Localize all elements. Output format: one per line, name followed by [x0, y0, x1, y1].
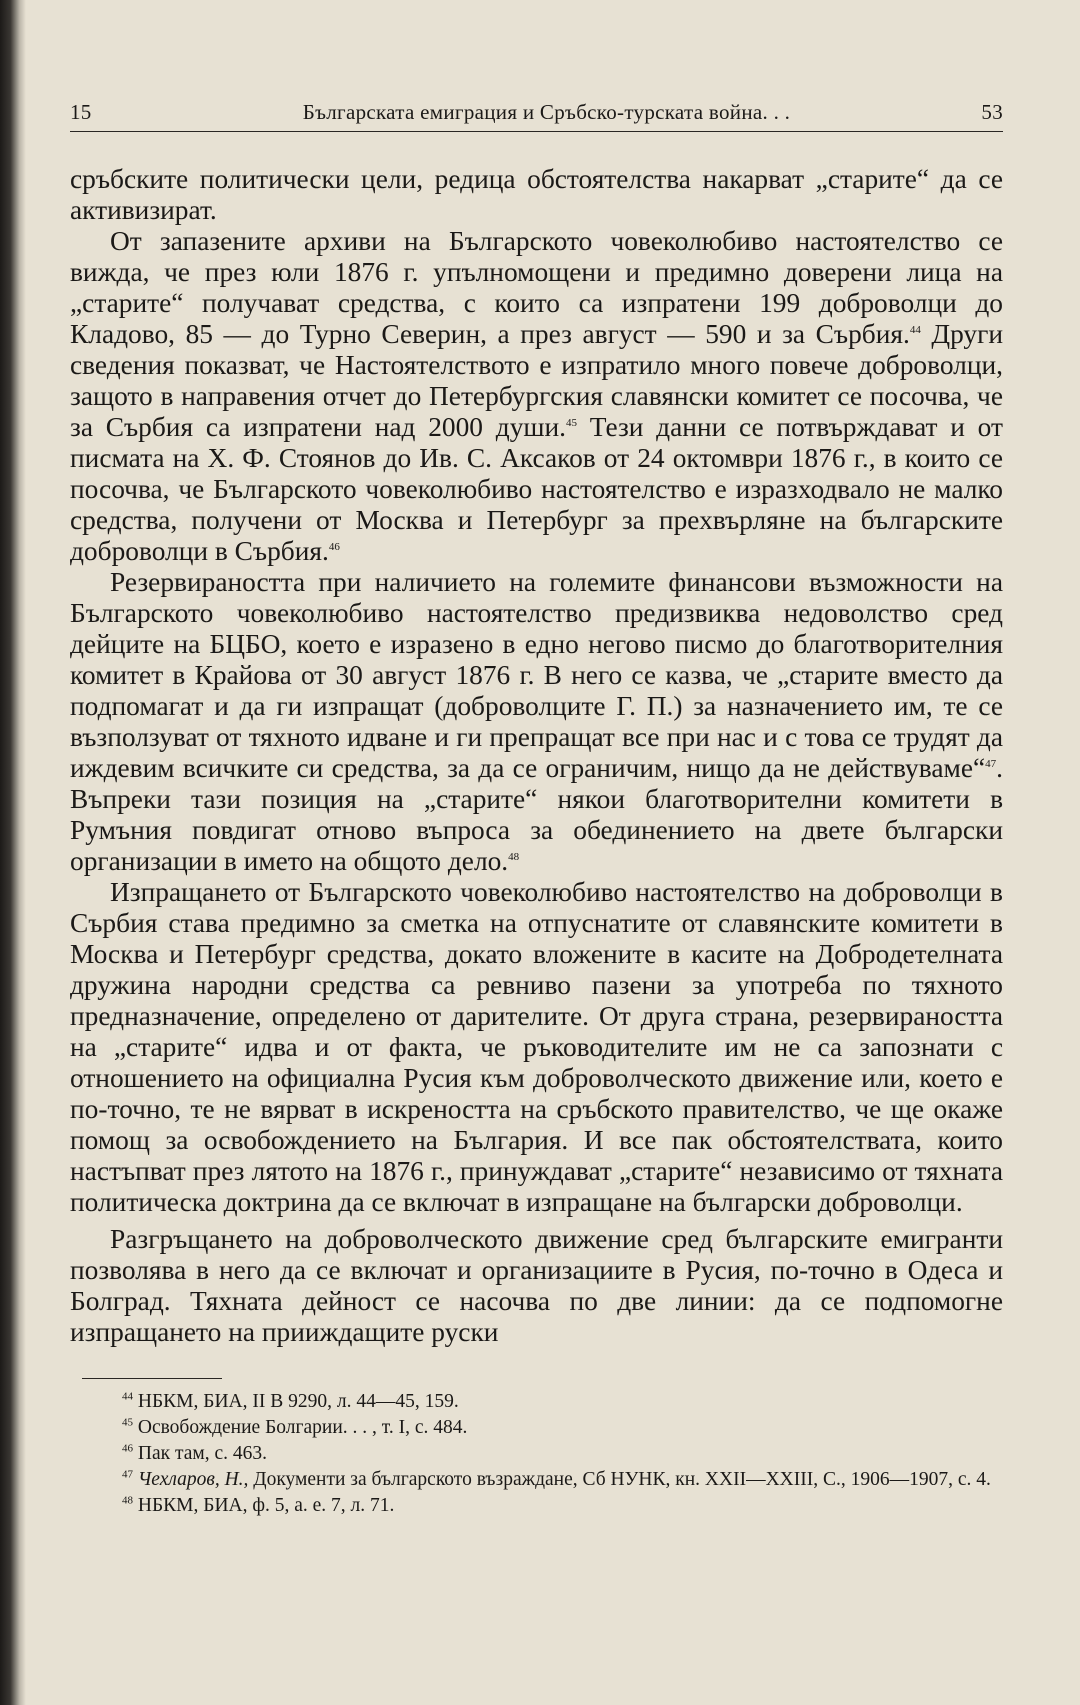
book-page: [70, 100, 1003, 1519]
text-run: Тези данни се потвърждават и от писмата на Х. Ф. Стоянов до Ив. С. Аксаков от 24 октомври 1876 г., в които се посочва, че Българското човеколюбиво настоятелство е изразходвало не малко средства, получени от Москва и Петербург за прехвърляне на българските доброволци в Сърбия.: [70, 412, 1003, 566]
footnote: [70, 1467, 1003, 1493]
footnote-ref: 47: [985, 757, 997, 770]
footnote-text: Пак там, с. 463.: [137, 1443, 267, 1464]
page-number-left: 15: [70, 100, 92, 124]
footnote-separator: [82, 1378, 222, 1379]
footnote-number: 47: [122, 1468, 133, 1481]
text-run: Резервираността при наличието на големите финансови възможности на Българското човеколюбиво настоятелство предизвиква недоволство сред дейците на БЦБО, което е изразено в едно негово писмо до благотворителния комитет в Крайова от 30 август 1876 г. В него се казва, че „старите вместо да подпомагат и да ги изпращат (доброволците Г. П.) за назначението им, те се възползуват от тяхното идване и ги препращат все при нас и с това се трудят да иждевим всичките си средства, за да се ограничим, нищо да не действуваме“: [70, 567, 1003, 783]
text-run: Разгръщането на доброволческото движение сред българските емигранти позволява в него да се включат и организациите в Русия, по-точно в Одеса и Болград. Тяхната дейност се насочва по две линии: да се подпомогне изпращането на прииждащите руски: [70, 1224, 1003, 1347]
paragraph: [70, 877, 1003, 1218]
running-header: [70, 100, 1003, 132]
text-run: Изпращането от Българското човеколюбиво настоятелство на доброволци в Сърбия става предимно за сметка на отпуснатите от славянските комитети в Москва и Петербург средства, докато вложените в касите на Добродетелната дружина народни средства са ревниво пазени за употреба по тяхното предназначение, определено от дарителите. От друга страна, резервираността на „старите“ идва и от факта, че ръководителите им не са запознати с отношението на официална Русия към доброволческото движение или, което е по-точно, те не вярват в искреността на сръбското правителство, че ще окаже помощ за освобождението на България. И все пак обстоятелствата, които настъпват през лятото на 1876 г., принуждават „старите“ независимо от тяхната политическа доктрина да се включат в изпращане на български доброволци.: [70, 877, 1003, 1217]
footnote-ref: 48: [508, 850, 520, 863]
text-run: Други сведения показват, че Настоятелството е изпратило много повече доброволци, защото в направения отчет до Петербургския славянски комитет се посочва, че за Сърбия са изпратени над 2000 души.: [70, 319, 1003, 442]
footnote-text: Документи за българското възраждане, Сб НУНК, кн. XXII—XXIII, С., 1906—1907, с. 4.: [248, 1469, 991, 1490]
footnote-text: НБКМ, БИА, ф. 5, а. е. 7, л. 71.: [137, 1495, 395, 1516]
footnote-ref: 45: [566, 416, 577, 429]
page-binding-shadow: [0, 0, 26, 1705]
main-text: [70, 164, 1003, 1348]
footnote: [70, 1415, 1003, 1441]
footnote-number: 46: [122, 1442, 133, 1455]
footnote: [70, 1493, 1003, 1519]
footnote-number: 45: [122, 1416, 133, 1429]
text-run: От запазените архиви на Българското човеколюбиво настоятелство се вижда, че през юли 1876 г. упълномощени и предимно доверени лица на „старите“ получават средства, с които са изпратени 199 доброволци до Кладово, 85 — до Турно Северин, а през август — 590 и за Сърбия.: [70, 226, 1003, 349]
page-number-right: 53: [981, 100, 1003, 124]
footnote-number: 48: [122, 1494, 133, 1507]
paragraph: [70, 164, 1003, 226]
text-run: сръбските политически цели, редица обстоятелства накарват „старите“ да се активизират.: [70, 164, 1003, 225]
text-run: . Въпреки тази позиция на „старите“ някои благотворителни комитети в Румъния повдигат отново въпроса за обединението на двете български организации в името на общото дело.: [70, 753, 1003, 876]
footnote: [70, 1441, 1003, 1467]
footnotes: [70, 1389, 1003, 1519]
footnote-text: Освобождение Болгарии. . . , т. I, с. 484.: [137, 1417, 468, 1438]
running-title: Българската емиграция и Сръбско-турската война. . .: [302, 100, 791, 124]
footnote-text: НБКМ, БИА, II В 9290, л. 44—45, 159.: [137, 1391, 459, 1412]
paragraph: [70, 567, 1003, 877]
footnote-ref: 44: [909, 323, 921, 336]
footnote: [70, 1389, 1003, 1415]
footnote-ref: 46: [328, 540, 340, 553]
paragraph: [70, 1224, 1003, 1348]
paragraph: [70, 226, 1003, 567]
footnote-number: 44: [122, 1390, 133, 1403]
footnote-author: Чехларов, Н.,: [137, 1469, 249, 1490]
